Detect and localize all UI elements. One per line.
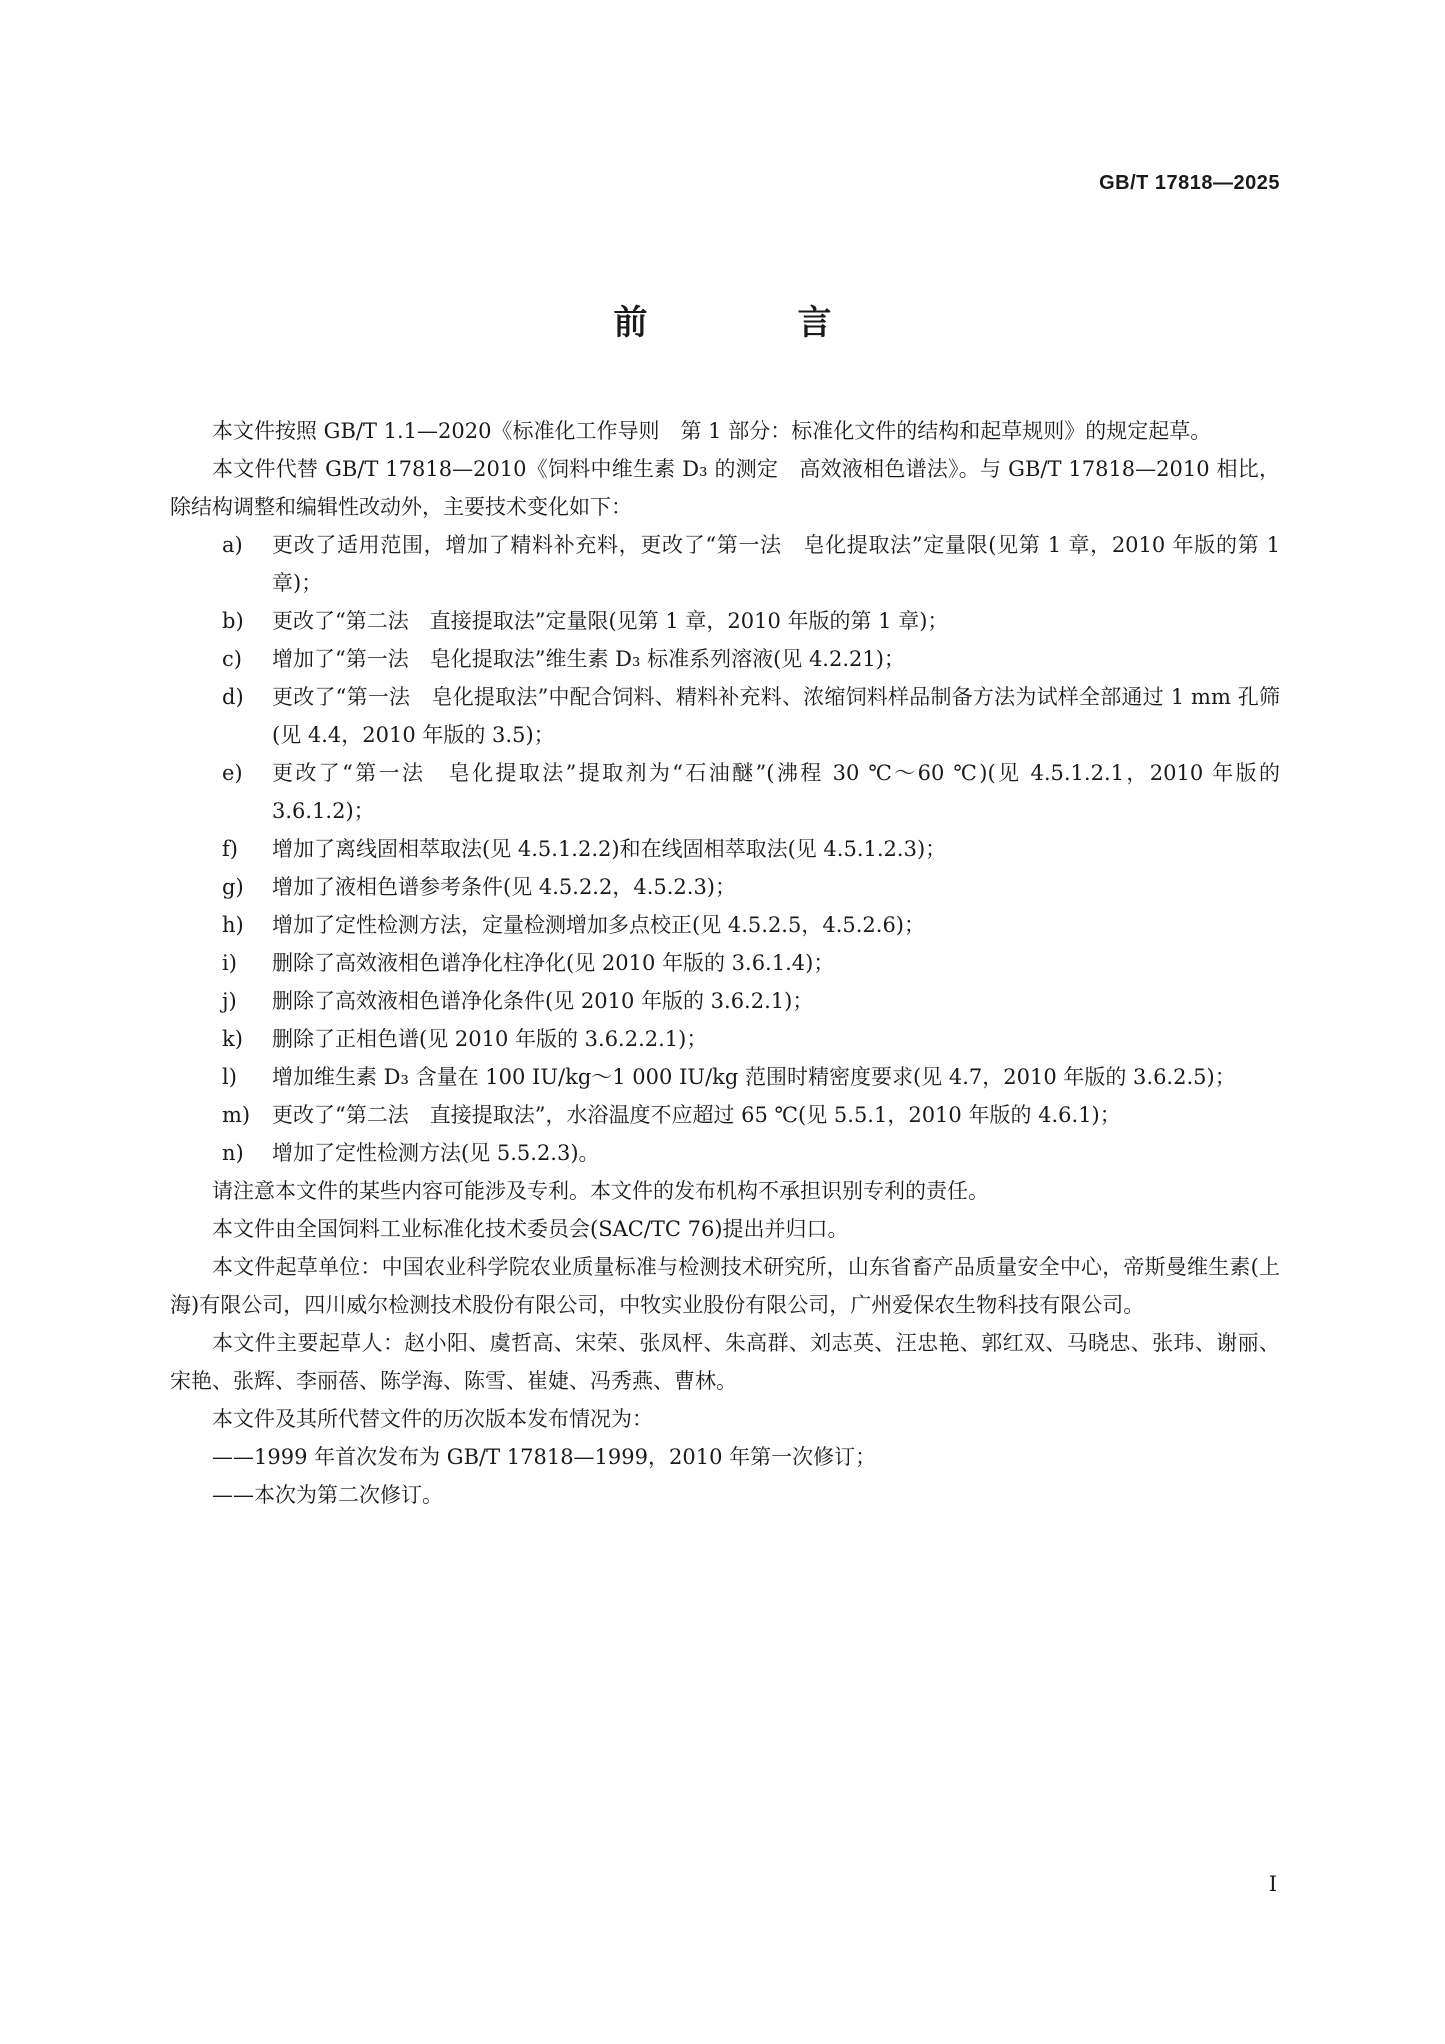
list-item (170, 1096, 1280, 1134)
list-item (170, 526, 1280, 602)
list-item-text: 增加了液相色谱参考条件(见 4.5.2.2，4.5.2.3)； (272, 875, 736, 899)
list-marker: d) (222, 685, 244, 709)
list-marker: m) (222, 1103, 251, 1127)
page-title: 前 言 (613, 303, 890, 343)
history-item: ——1999 年首次发布为 GB/T 17818—1999，2010 年第一次修订； (212, 1445, 877, 1469)
page-number: I (1268, 1872, 1277, 1896)
list-item-text: 更改了“第一法 皂化提取法”中配合饲料、精料补充料、浓缩饲料样品制备方法为试样全部通过 1 mm 孔筛(见 4.4，2010 年版的 3.5)； (272, 685, 1280, 747)
list-item (170, 640, 1280, 678)
paragraph-replaces: 本文件代替 GB/T 17818—2010《饲料中维生素 D₃ 的测定 高效液相色谱法》。与 GB/T 17818—2010 相比，除结构调整和编辑性改动外，主要技术变化如下： (170, 457, 1280, 519)
paragraph-drafting-rules: 本文件按照 GB/T 1.1—2020《标准化工作导则 第 1 部分：标准化文件的结构和起草规则》的规定起草。 (212, 419, 1212, 443)
list-item-text: 删除了高效液相色谱净化柱净化(见 2010 年版的 3.6.1.4)； (272, 951, 835, 975)
list-item-text: 增加了“第一法 皂化提取法”维生素 D₃ 标准系列溶液(见 4.2.21)； (272, 647, 905, 671)
list-item-text: 更改了“第二法 直接提取法”，水浴温度不应超过 65 ℃(见 5.5.1，2010 年版的 4.6.1)； (272, 1103, 1121, 1127)
list-item (170, 906, 1280, 944)
list-marker: h) (222, 913, 244, 937)
list-marker: b) (222, 609, 244, 633)
paragraph-history-intro: 本文件及其所代替文件的历次版本发布情况为： (212, 1407, 653, 1431)
list-item-text: 更改了“第一法 皂化提取法”提取剂为“石油醚”(沸程 30 ℃～60 ℃)(见 4.5.1.2.1，2010 年版的 3.6.1.2)； (272, 761, 1280, 823)
list-marker: e) (222, 761, 243, 785)
list-marker: j) (222, 989, 237, 1013)
standard-code: GB/T 17818—2025 (1099, 172, 1280, 194)
list-item (170, 678, 1280, 754)
paragraph-proposer: 本文件由全国饲料工业标准化技术委员会(SAC/TC 76)提出并归口。 (212, 1217, 849, 1241)
list-marker: n) (222, 1141, 244, 1165)
list-item (170, 602, 1280, 640)
list-item-text: 增加维生素 D₃ 含量在 100 IU/kg～1 000 IU/kg 范围时精密度要求(见 4.7，2010 年版的 3.6.2.5)； (272, 1065, 1236, 1089)
paragraph-patent-notice: 请注意本文件的某些内容可能涉及专利。本文件的发布机构不承担识别专利的责任。 (212, 1179, 989, 1203)
list-item (170, 754, 1280, 830)
list-item (170, 1134, 1280, 1172)
list-item (170, 1058, 1280, 1096)
list-item-text: 删除了高效液相色谱净化条件(见 2010 年版的 3.6.2.1)； (272, 989, 814, 1013)
list-item (170, 1020, 1280, 1058)
list-item (170, 868, 1280, 906)
list-item (170, 944, 1280, 982)
list-item (170, 982, 1280, 1020)
list-item-text: 更改了适用范围，增加了精料补充料，更改了“第一法 皂化提取法”定量限(见第 1 章，2010 年版的第 1 章)； (272, 533, 1280, 595)
list-item-text: 增加了定性检测方法(见 5.5.2.3)。 (272, 1141, 600, 1165)
list-marker: k) (222, 1027, 243, 1051)
list-item-text: 删除了正相色谱(见 2010 年版的 3.6.2.2.1)； (272, 1027, 708, 1051)
list-marker: g) (222, 875, 244, 899)
list-marker: l) (222, 1065, 237, 1089)
history-item: ——本次为第二次修订。 (212, 1483, 443, 1507)
list-item (170, 830, 1280, 868)
list-item-text: 增加了定性检测方法，定量检测增加多点校正(见 4.5.2.5，4.5.2.6)； (272, 913, 925, 937)
list-marker: i) (222, 951, 237, 975)
list-marker: f) (222, 837, 238, 861)
paragraph-drafters: 本文件主要起草人：赵小阳、虞哲高、宋荣、张凤枰、朱高群、刘志英、汪忠艳、郭红双、马晓忠、张玮、谢丽、宋艳、张辉、李丽蓓、陈学海、陈雪、崔婕、冯秀燕、曹林。 (170, 1331, 1280, 1393)
list-marker: c) (222, 647, 242, 671)
document-body (170, 412, 1280, 1514)
changes-list (170, 526, 1280, 1172)
paragraph-drafting-units: 本文件起草单位：中国农业科学院农业质量标准与检测技术研究所，山东省畜产品质量安全中心，帝斯曼维生素(上海)有限公司，四川威尔检测技术股份有限公司，中牧实业股份有限公司，广州爱保农生物科技有限公司。 (170, 1255, 1280, 1317)
list-item-text: 增加了离线固相萃取法(见 4.5.1.2.2)和在线固相萃取法(见 4.5.1.2.3)； (272, 837, 947, 861)
list-item-text: 更改了“第二法 直接提取法”定量限(见第 1 章，2010 年版的第 1 章)； (272, 609, 949, 633)
list-marker: a) (222, 533, 243, 557)
